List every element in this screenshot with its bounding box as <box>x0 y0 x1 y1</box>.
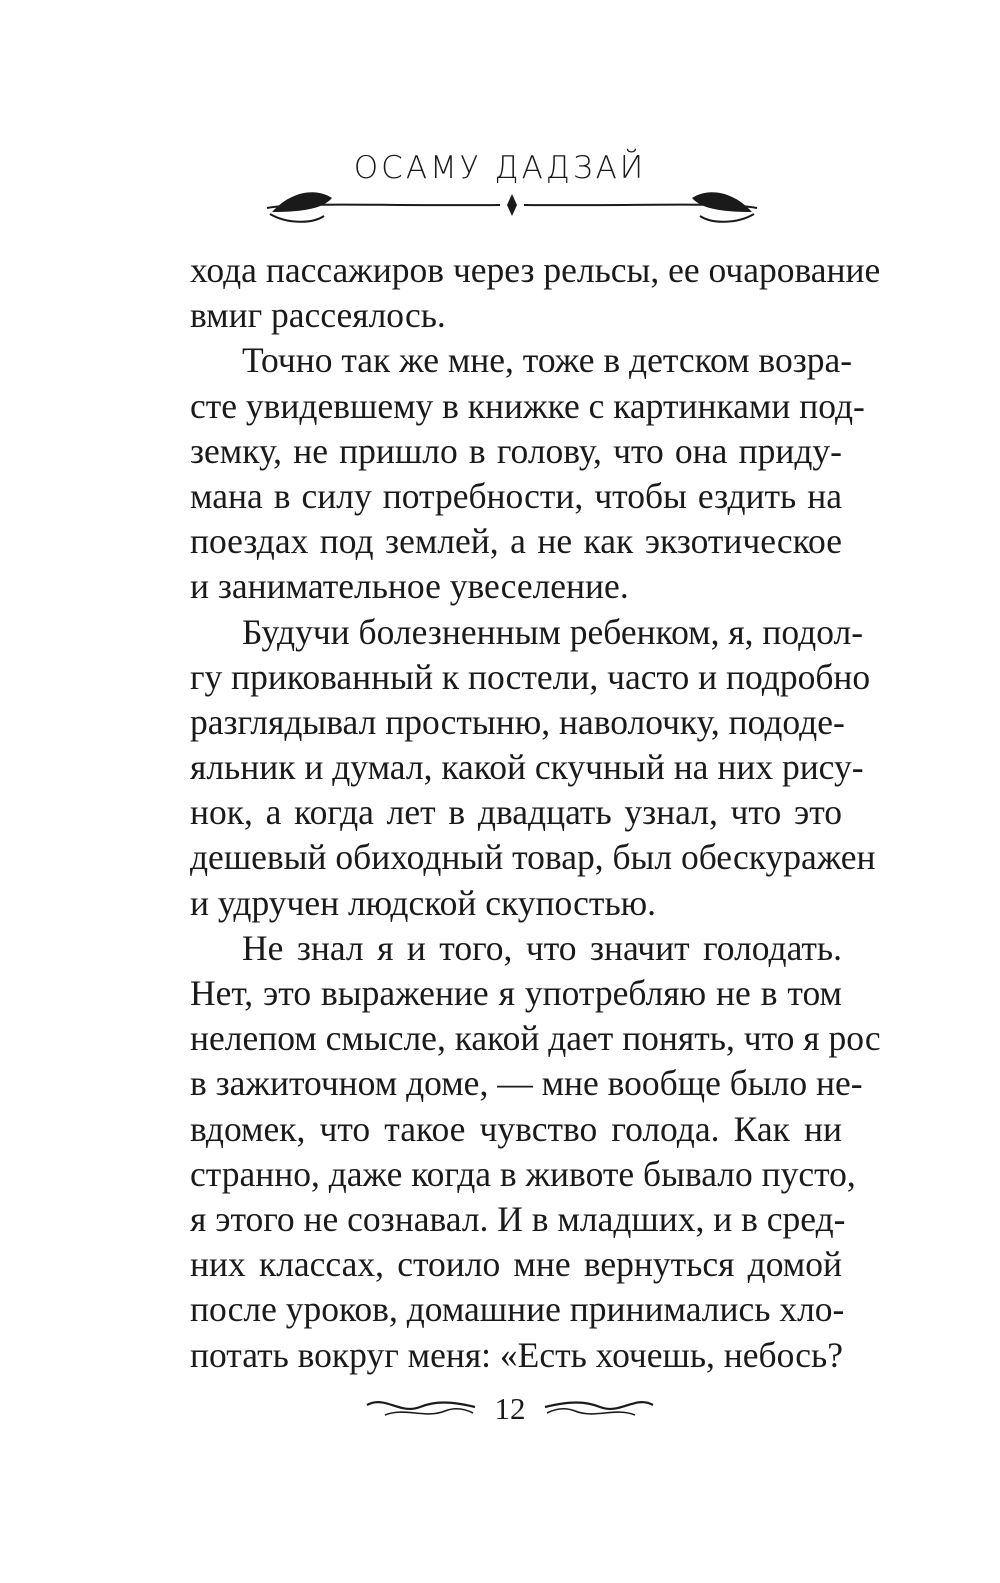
text-line: и занимательное увеселение. <box>190 566 629 607</box>
running-head-author: ОСАМУ ДАДЗАЙ <box>353 150 647 186</box>
text-line: Точно так же мне, тоже в детском возра- <box>242 340 853 381</box>
text-line: вмиг рассеялось. <box>190 295 446 336</box>
text-line: потать вокруг меня: «Есть хочешь, небось? <box>190 1334 843 1375</box>
text-line: странно, даже когда в животе бывало пусто, <box>190 1153 856 1194</box>
text-line: в зажиточном доме, — мне вообще было не- <box>190 1063 863 1104</box>
text-line: вдомек, что такое чувство голода. Как ни <box>190 1108 842 1149</box>
page-footer <box>360 1385 660 1435</box>
text-line: и удручен людской скупостью. <box>190 882 657 923</box>
text-line: земку, не пришло в голову, что она приду- <box>190 430 842 471</box>
text-line: гу прикованный к постели, часто и подробно <box>190 656 871 697</box>
text-line: разглядывал простыню, наволочку, пододе- <box>190 701 845 742</box>
page-number: 12 <box>494 1391 526 1426</box>
text-line: поездах под землей, а не как экзотическое <box>190 521 842 562</box>
body-text <box>190 248 881 1378</box>
text-line: мана в силу потребности, чтобы ездить на <box>190 475 842 516</box>
text-line: них классах, стоило мне вернуться домой <box>190 1244 842 1285</box>
header-ornament <box>262 180 762 230</box>
text-line: Нет, это выражение я употребляю не в том <box>190 973 842 1013</box>
text-line: я этого не сознавал. И в младших, и в сред- <box>190 1198 846 1239</box>
text-line: яльник и думал, какой скучный на них рису- <box>190 747 864 788</box>
text-line: Не знал я и того, что значит голодать. <box>242 927 842 968</box>
text-line: сте увидевшему в книжке с картинками под- <box>190 385 865 426</box>
text-line: хода пассажиров через рельсы, ее очарование <box>190 250 881 290</box>
text-line: дешевый обиходный товар, был обескуражен <box>190 837 876 878</box>
text-line: нелепом смысле, какой дает понять, что я рос <box>190 1018 881 1059</box>
text-line: после уроков, домашние принимались хло- <box>190 1289 845 1330</box>
text-line: нок, а когда лет в двадцать узнал, что это <box>190 792 842 833</box>
footer-swash-right-icon <box>535 1393 655 1423</box>
text-line: Будучи болезненным ребенком, я, подол- <box>242 611 864 652</box>
